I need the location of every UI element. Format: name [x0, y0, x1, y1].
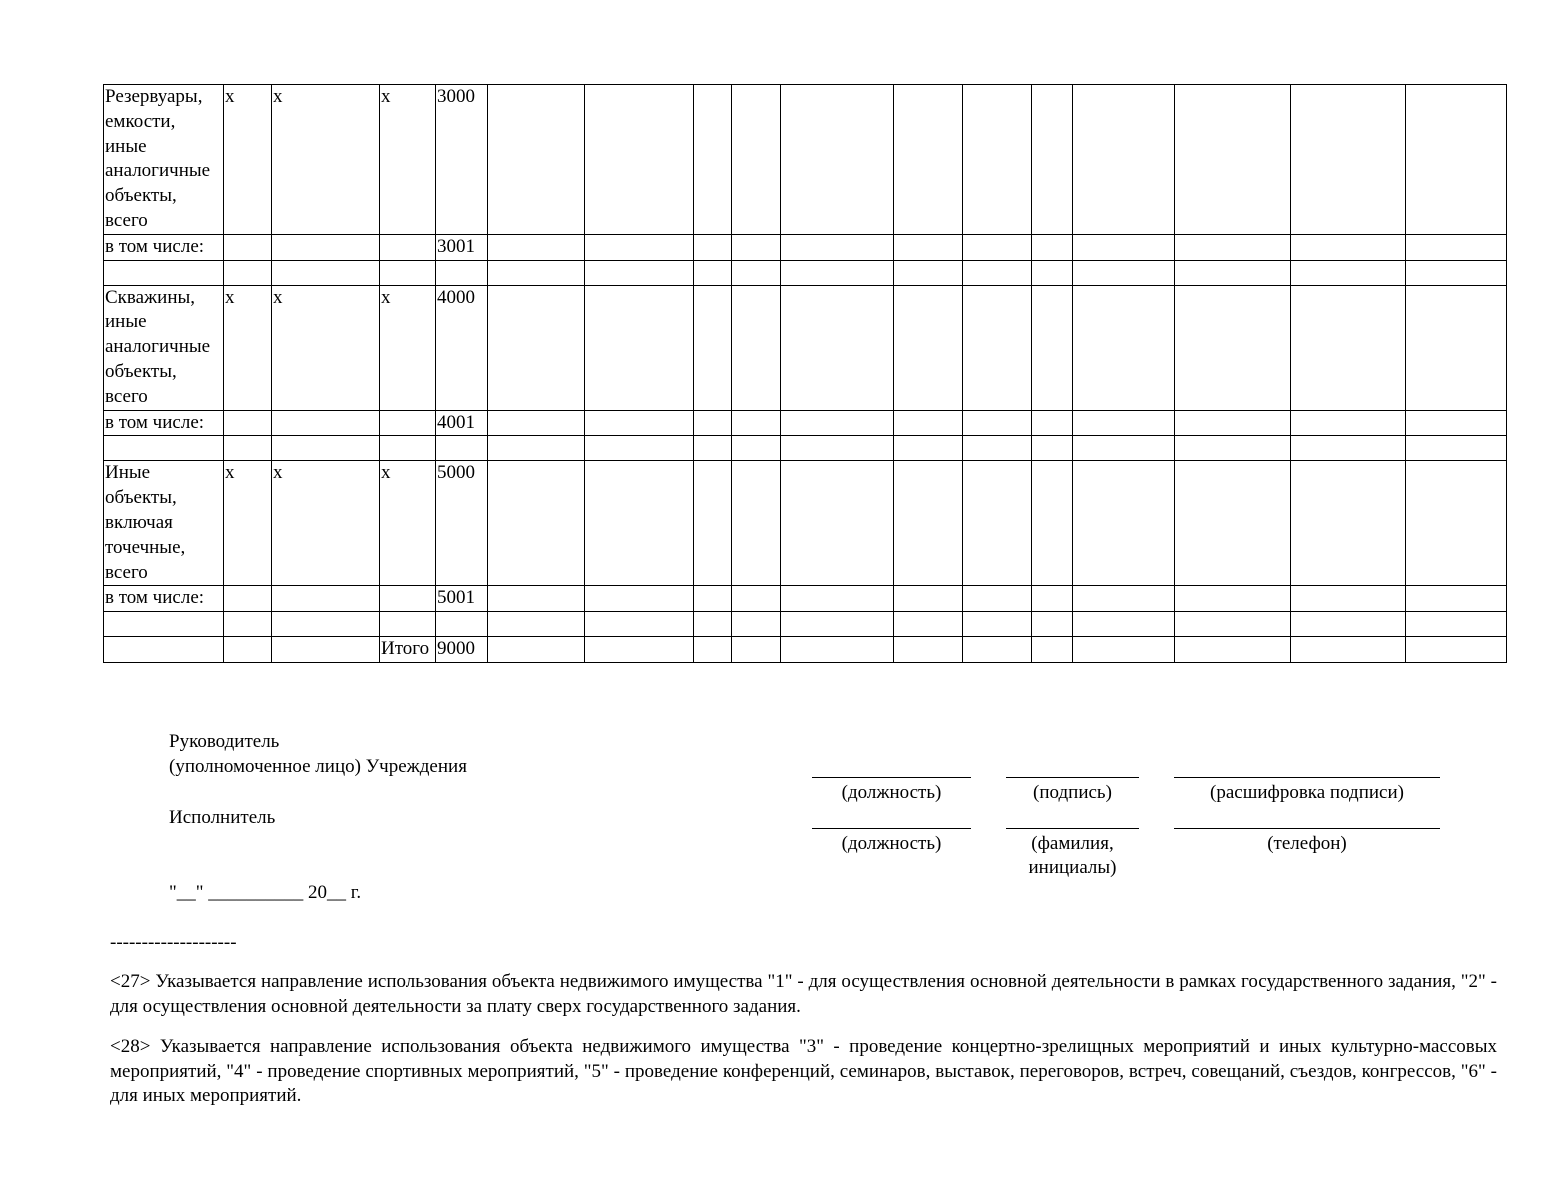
data-cell: [694, 260, 732, 285]
table-row: [104, 234, 1507, 260]
data-cell: [781, 85, 894, 235]
table-row: [104, 260, 1507, 285]
data-cell: [732, 85, 781, 235]
data-cell: [1073, 85, 1175, 235]
data-cell: [585, 637, 694, 663]
data-cell: [894, 260, 963, 285]
data-cell: [488, 85, 585, 235]
row-name-cell: Скважины, иные аналогичные объекты, всего: [104, 285, 224, 410]
data-cell: [1032, 637, 1073, 663]
col3-cell: [380, 586, 436, 612]
data-cell: [1175, 410, 1291, 436]
data-cell: [894, 234, 963, 260]
data-cell: [1406, 234, 1507, 260]
col3-cell: [380, 436, 436, 461]
data-cell: [963, 260, 1032, 285]
data-cell: [963, 85, 1032, 235]
data-cell: [488, 436, 585, 461]
col2-cell: x: [272, 461, 380, 586]
data-cell: [1073, 410, 1175, 436]
data-cell: [694, 461, 732, 586]
row-code-cell: 3000: [436, 85, 488, 235]
data-cell: [732, 586, 781, 612]
data-cell: [894, 612, 963, 637]
data-cell: [781, 612, 894, 637]
signature-line: [1006, 777, 1139, 778]
executor-label: Исполнитель: [169, 807, 276, 828]
head-label-line2: (уполномоченное лицо) Учреждения: [169, 756, 467, 777]
position-caption: (должность): [841, 782, 942, 803]
data-cell: [1032, 436, 1073, 461]
row-code-cell: 5000: [436, 461, 488, 586]
row-name-cell: [104, 612, 224, 637]
col3-cell: [380, 612, 436, 637]
data-cell: [1032, 234, 1073, 260]
col2-cell: [272, 410, 380, 436]
row-code-cell: [436, 260, 488, 285]
data-cell: [694, 612, 732, 637]
data-cell: [963, 410, 1032, 436]
data-cell: [732, 234, 781, 260]
data-cell: [1032, 461, 1073, 586]
col3-cell: [380, 234, 436, 260]
data-cell: [963, 637, 1032, 663]
data-cell: [1175, 461, 1291, 586]
col1-cell: [224, 586, 272, 612]
data-cell: [1175, 637, 1291, 663]
footnote-separator: --------------------: [110, 932, 237, 953]
col1-cell: [224, 410, 272, 436]
executor-name-caption: (фамилия, инициалы): [1028, 833, 1117, 878]
row-code-cell: [436, 612, 488, 637]
col1-cell: [224, 612, 272, 637]
data-cell: [1175, 285, 1291, 410]
data-cell: [585, 461, 694, 586]
data-cell: [732, 436, 781, 461]
data-cell: [781, 461, 894, 586]
data-cell: [963, 586, 1032, 612]
data-cell: [488, 461, 585, 586]
data-cell: [781, 637, 894, 663]
data-cell: [1073, 285, 1175, 410]
table-row: [104, 85, 1507, 235]
data-cell: [1073, 234, 1175, 260]
row-code-cell: 3001: [436, 234, 488, 260]
data-cell: [781, 586, 894, 612]
data-cell: [732, 285, 781, 410]
date-line: "__" __________ 20__ г.: [169, 882, 362, 903]
executor-phone-line: [1174, 828, 1440, 829]
data-cell: [1291, 234, 1406, 260]
col1-cell: x: [224, 461, 272, 586]
data-cell: [1073, 436, 1175, 461]
table-row: [104, 637, 1507, 663]
data-cell: [894, 410, 963, 436]
data-cell: [781, 234, 894, 260]
data-cell: [894, 285, 963, 410]
col2-cell: [272, 234, 380, 260]
data-cell: [1032, 85, 1073, 235]
data-cell: [732, 637, 781, 663]
col2-cell: [272, 637, 380, 663]
data-cell: [1032, 586, 1073, 612]
data-cell: [1291, 85, 1406, 235]
data-cell: [1291, 612, 1406, 637]
row-name-cell: [104, 436, 224, 461]
data-cell: [732, 410, 781, 436]
col3-cell: [380, 260, 436, 285]
data-cell: [894, 85, 963, 235]
data-cell: [894, 436, 963, 461]
col1-cell: [224, 260, 272, 285]
data-cell: [1406, 85, 1507, 235]
data-cell: [488, 586, 585, 612]
row-name-cell: Иные объекты, включая точечные, всего: [104, 461, 224, 586]
row-code-cell: 4001: [436, 410, 488, 436]
decode-signature-line: [1174, 777, 1440, 778]
table-row: [104, 436, 1507, 461]
col3-cell: [380, 410, 436, 436]
data-cell: [488, 234, 585, 260]
data-cell: [1291, 436, 1406, 461]
col3-cell: x: [380, 461, 436, 586]
col2-cell: [272, 586, 380, 612]
executor-position-caption: (должность): [841, 833, 942, 854]
data-cell: [585, 586, 694, 612]
data-cell: [963, 612, 1032, 637]
col2-cell: [272, 260, 380, 285]
data-cell: [488, 260, 585, 285]
data-cell: [963, 436, 1032, 461]
executor-phone-caption: (телефон): [1267, 833, 1347, 854]
col2-cell: x: [272, 285, 380, 410]
data-cell: [894, 637, 963, 663]
col2-cell: [272, 436, 380, 461]
data-cell: [781, 436, 894, 461]
data-cell: [585, 436, 694, 461]
position-signature-line: [812, 777, 971, 778]
data-cell: [694, 436, 732, 461]
data-cell: [1291, 285, 1406, 410]
data-cell: [694, 410, 732, 436]
data-cell: [1406, 260, 1507, 285]
table-row: [104, 285, 1507, 410]
data-cell: [1291, 260, 1406, 285]
col2-cell: [272, 612, 380, 637]
data-cell: [894, 461, 963, 586]
data-cell: [781, 260, 894, 285]
data-cell: [1291, 410, 1406, 436]
data-cell: [1175, 586, 1291, 612]
data-cell: [1073, 637, 1175, 663]
data-cell: [585, 285, 694, 410]
property-table: [103, 84, 1507, 663]
data-cell: [1406, 637, 1507, 663]
data-cell: [1032, 260, 1073, 285]
data-cell: [1406, 612, 1507, 637]
col3-cell: Итого: [380, 637, 436, 663]
footnote-27: <27> Указывается направление использования объекта недвижимого имущества "1" - для осуществления основной деятельности в рамках государственного задания, "2" - для осуществления основной деятельности за плату сверх государственного задания.: [110, 971, 1497, 1017]
footnote-28: <28> Указывается направление использования объекта недвижимого имущества "3" - проведение концертно-зрелищных мероприятий и иных культурно-массовых мероприятий, "4" - проведение спортивных мероприятий, "5" - проведение конференций, семинаров, выставок, переговоров, встреч, совещаний, съездов, конгрессов, "6" - для иных мероприятий.: [110, 1036, 1497, 1106]
data-cell: [1406, 285, 1507, 410]
decode-caption: (расшифровка подписи): [1210, 782, 1404, 803]
data-cell: [1291, 461, 1406, 586]
data-cell: [732, 461, 781, 586]
data-cell: [963, 234, 1032, 260]
row-name-cell: в том числе:: [104, 410, 224, 436]
data-cell: [894, 586, 963, 612]
col1-cell: x: [224, 285, 272, 410]
data-cell: [585, 612, 694, 637]
data-cell: [1073, 586, 1175, 612]
table-row: [104, 586, 1507, 612]
col3-cell: x: [380, 85, 436, 235]
row-code-cell: 9000: [436, 637, 488, 663]
col2-cell: x: [272, 85, 380, 235]
data-cell: [488, 637, 585, 663]
data-cell: [585, 234, 694, 260]
table-body: [104, 85, 1507, 663]
data-cell: [694, 285, 732, 410]
row-code-cell: 4000: [436, 285, 488, 410]
data-cell: [1175, 234, 1291, 260]
signature-caption: (подпись): [1033, 782, 1112, 803]
data-cell: [1175, 436, 1291, 461]
table-row: [104, 461, 1507, 586]
data-cell: [488, 612, 585, 637]
data-cell: [694, 85, 732, 235]
head-label: Руководитель: [169, 731, 280, 752]
data-cell: [694, 234, 732, 260]
data-cell: [1175, 85, 1291, 235]
data-cell: [963, 285, 1032, 410]
data-cell: [781, 410, 894, 436]
col1-cell: [224, 234, 272, 260]
data-cell: [1406, 461, 1507, 586]
data-cell: [732, 612, 781, 637]
data-cell: [732, 260, 781, 285]
row-code-cell: [436, 436, 488, 461]
data-cell: [1032, 285, 1073, 410]
row-name-cell: в том числе:: [104, 234, 224, 260]
data-cell: [781, 285, 894, 410]
executor-name-line: [1006, 828, 1139, 829]
data-cell: [1032, 612, 1073, 637]
data-cell: [1175, 260, 1291, 285]
data-cell: [1175, 612, 1291, 637]
data-cell: [1032, 410, 1073, 436]
table-row: [104, 410, 1507, 436]
row-name-cell: Резервуары, емкости, иные аналогичные объекты, всего: [104, 85, 224, 235]
col1-cell: [224, 436, 272, 461]
data-cell: [1291, 637, 1406, 663]
data-cell: [1073, 461, 1175, 586]
executor-position-line: [812, 828, 971, 829]
col1-cell: [224, 637, 272, 663]
table-row: [104, 612, 1507, 637]
col1-cell: x: [224, 85, 272, 235]
data-cell: [1406, 436, 1507, 461]
row-name-cell: в том числе:: [104, 586, 224, 612]
col3-cell: x: [380, 285, 436, 410]
data-cell: [1406, 410, 1507, 436]
row-code-cell: 5001: [436, 586, 488, 612]
data-cell: [963, 461, 1032, 586]
data-cell: [585, 85, 694, 235]
row-name-cell: [104, 260, 224, 285]
data-cell: [1073, 260, 1175, 285]
data-cell: [694, 586, 732, 612]
row-name-cell: [104, 637, 224, 663]
data-cell: [585, 260, 694, 285]
data-cell: [1073, 612, 1175, 637]
data-cell: [488, 410, 585, 436]
data-cell: [694, 637, 732, 663]
data-cell: [585, 410, 694, 436]
data-cell: [1291, 586, 1406, 612]
data-cell: [1406, 586, 1507, 612]
data-cell: [488, 285, 585, 410]
